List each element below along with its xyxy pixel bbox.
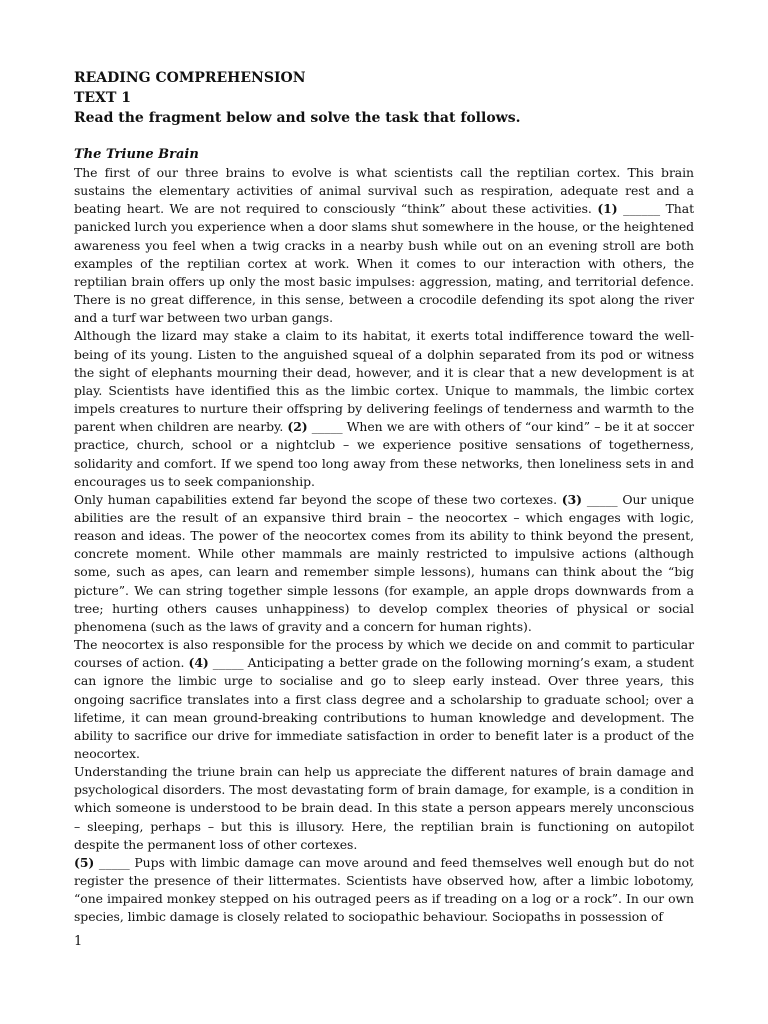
paragraph-1: The first of our three brains to evolve is what scientists call the reptilian cortex. This brain sustains the elementary activities of animal survival such as respiration, adequate rest and a beating heart. We are not required to consciously “think” about these activities. (1) ______ That panicked lurch you experience when a door slams shut somewhere in the house, or the heightened awareness you feel when a twig cracks in a nearby bush while out on an evening stroll are both examples of the reptilian cortex at work. When it comes to our interaction with others, the reptilian brain offers up only the most basic impulses: aggression, mating, and territorial defence. There is no great difference, in this sense, between a crocodile defending its spot along the river and a turf war between two urban gangs.: [74, 165, 695, 326]
paragraph-6: (5) _____ Pups with limbic damage can move around and feed themselves well enough but do not register the presence of their littermates. Scientists have observed how, after a limbic lobotomy, “one impaired monkey stepped on his outraged peers as if treading on a log or a rock”. In our own species, limbic damage is closely related to sociopathic behaviour. Sociopaths in possession of: [74, 854, 694, 925]
gap-marker-3: (3): [561, 491, 582, 507]
gap-marker-4: (4): [188, 655, 209, 671]
text-label: TEXT 1: [74, 90, 131, 106]
article-title: The Triune Brain: [74, 147, 199, 162]
document-page: [74, 68, 694, 927]
gap-marker-2: (2): [287, 419, 308, 435]
section-title: READING COMPREHENSION: [74, 70, 306, 86]
paragraph-3: Only human capabilities extend far beyond the scope of these two cortexes. (3) _____ Our unique abilities are the result of an expansive third brain – the neocortex – which engages with logic, reason and ideas. The power of the neocortex comes from its ability to think beyond the present, concrete moment. While other mammals are mainly restricted to impulsive actions (although some, such as apes, can learn and remember simple lessons), humans can think about the “big picture”. We can string together simple lessons (for example, an apple drops downwards from a tree; hurting others causes unhappiness) to develop complex theories of physical or social phenomena (such as the laws of gravity and a concern for human rights).: [74, 491, 694, 634]
paragraph-5: Understanding the triune brain can help us appreciate the different natures of brain damage and psychological disorders. The most devastating form of brain damage, for example, is a condition in which someone is understood to be brain dead. In this state a person appears merely unconscious – sleeping, perhaps – but this is illusory. Here, the reptilian brain is functioning on autopilot despite the permanent loss of other cortexes.: [74, 764, 694, 852]
gap-marker-5: (5): [74, 854, 95, 870]
gap-marker-1: (1): [597, 201, 618, 217]
page-number: 1: [74, 934, 83, 949]
paragraph-2: Although the lizard may stake a claim to its habitat, it exerts total indifference toward the well-being of its young. Listen to the anguished squeal of a dolphin separated from its pod or witness the sight of elephants mourning their dead, however, and it is clear that a new development is at play. Scientists have identified this as the limbic cortex. Unique to mammals, the limbic cortex impels creatures to nurture their offspring by delivering feelings of tenderness and warmth to the parent when children are nearby. (2) _____ When we are with others of “our kind” – be it at soccer practice, church, school or a nightclub – we experience positive sensations of togetherness, solidarity and comfort. If we spend too long away from these networks, then loneliness sets in and encourages us to seek companionship.: [74, 328, 695, 489]
paragraph-4: The neocortex is also responsible for the process by which we decide on and commit to particular courses of action. (4) _____ Anticipating a better grade on the following morning’s exam, a student can ignore the limbic urge to socialise and go to sleep early instead. Over three years, this ongoing sacrifice translates into a first class degree and a scholarship to graduate school; over a lifetime, it can mean ground-breaking contributions to human knowledge and development. The ability to sacrifice our drive for immediate satisfaction in order to benefit later is a product of the neocortex.: [74, 637, 694, 761]
task-instruction: Read the fragment below and solve the task that follows.: [74, 110, 521, 126]
